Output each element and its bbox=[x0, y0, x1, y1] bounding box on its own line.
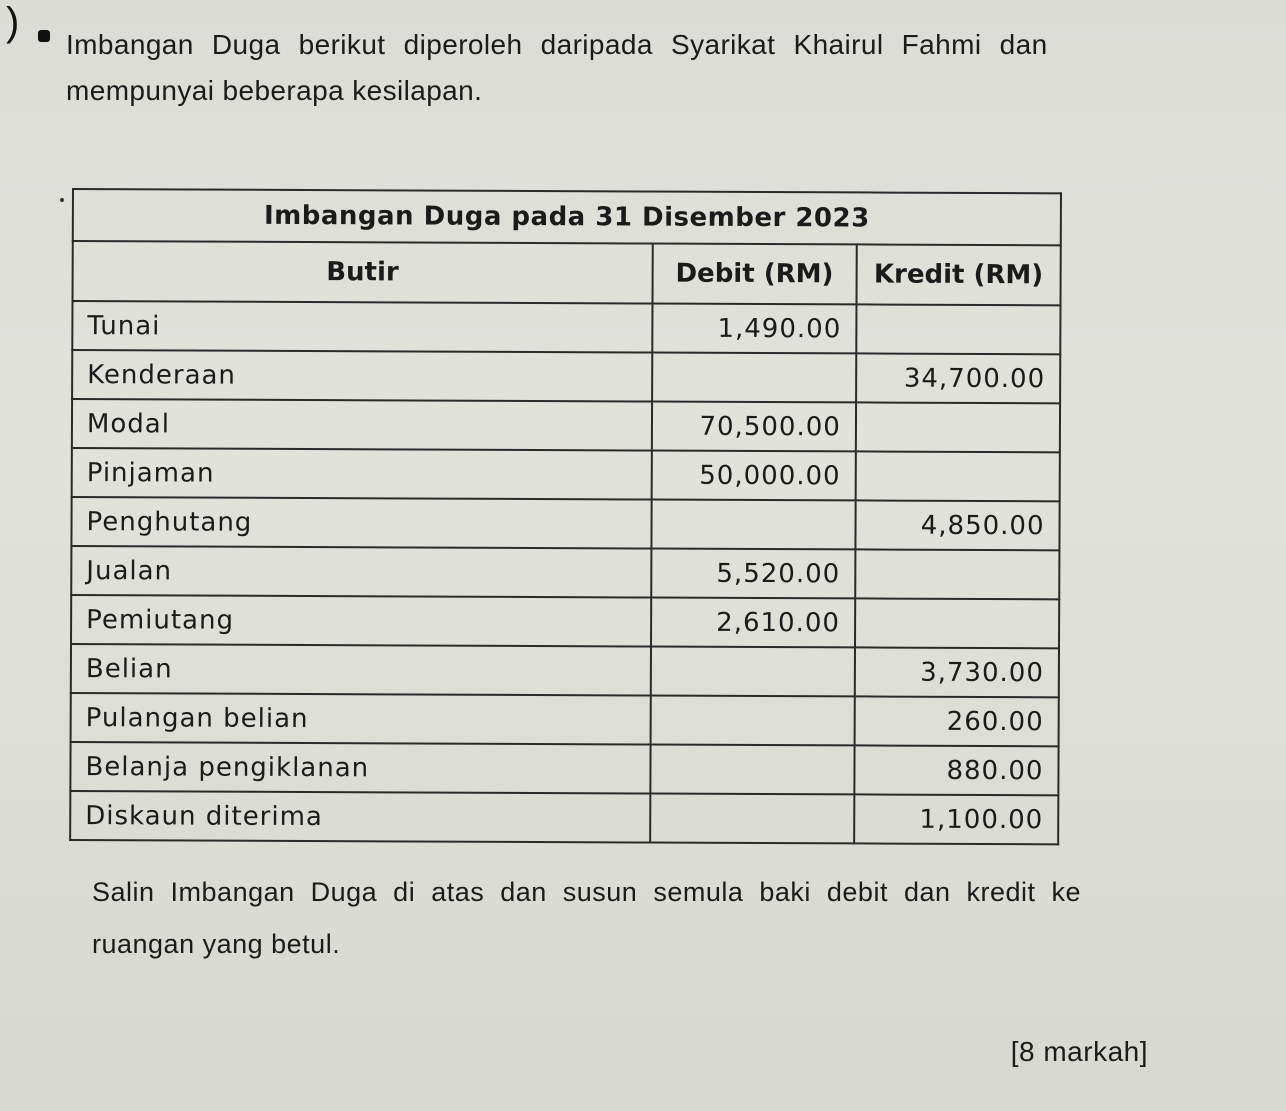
question-intro-line-2: mempunyai beberapa kesilapan. bbox=[66, 75, 483, 106]
header-butir: Butir bbox=[73, 241, 653, 304]
table-row bbox=[72, 301, 1060, 354]
table-row bbox=[72, 448, 1060, 501]
row-credit: 260.00 bbox=[854, 696, 1058, 746]
table-row bbox=[70, 742, 1058, 795]
row-debit bbox=[650, 794, 854, 844]
row-item: Belanja pengiklanan bbox=[70, 742, 650, 794]
table-row bbox=[71, 693, 1059, 746]
table-title-row bbox=[73, 189, 1061, 245]
row-debit: 5,520.00 bbox=[651, 549, 855, 599]
row-debit bbox=[652, 353, 856, 403]
question-intro bbox=[66, 22, 1146, 114]
table-row bbox=[71, 546, 1059, 599]
row-debit: 50,000.00 bbox=[651, 451, 855, 501]
row-credit: 880.00 bbox=[854, 745, 1058, 795]
row-credit bbox=[856, 451, 1060, 501]
instruction-line-1: Salin Imbangan Duga di atas dan susun semula baki debit dan kredit ke bbox=[92, 877, 1082, 907]
row-debit: 2,610.00 bbox=[651, 598, 855, 648]
row-item: Pulangan belian bbox=[71, 693, 651, 745]
table-title: Imbangan Duga pada 31 Disember 2023 bbox=[73, 189, 1061, 245]
row-debit bbox=[651, 500, 855, 550]
row-item: Penghutang bbox=[71, 497, 651, 549]
stray-mark bbox=[60, 198, 64, 202]
header-kredit: Kredit (RM) bbox=[856, 244, 1060, 305]
table-row bbox=[72, 350, 1060, 403]
row-item: Belian bbox=[71, 644, 651, 696]
row-credit: 1,100.00 bbox=[854, 794, 1058, 844]
instruction-line-2: ruangan yang betul. bbox=[92, 929, 341, 959]
row-credit: 3,730.00 bbox=[855, 647, 1059, 697]
row-item: Pemiutang bbox=[71, 595, 651, 647]
row-debit: 1,490.00 bbox=[652, 304, 856, 354]
marks-allocation: [8 markah] bbox=[1010, 1036, 1148, 1067]
row-debit bbox=[650, 745, 854, 795]
row-credit bbox=[856, 304, 1060, 354]
question-number-marker: ) bbox=[6, 0, 20, 44]
row-item: Kenderaan bbox=[72, 350, 652, 402]
table-row bbox=[72, 399, 1060, 452]
row-debit: 70,500.00 bbox=[652, 402, 856, 452]
table-row bbox=[70, 791, 1058, 844]
header-debit: Debit (RM) bbox=[652, 244, 856, 305]
row-item: Diskaun diterima bbox=[70, 791, 650, 843]
row-credit: 34,700.00 bbox=[856, 353, 1060, 403]
row-credit: 4,850.00 bbox=[855, 500, 1059, 550]
row-credit bbox=[855, 598, 1059, 648]
row-item: Modal bbox=[72, 399, 652, 451]
row-item: Jualan bbox=[71, 546, 651, 598]
table-row bbox=[71, 497, 1059, 550]
trial-balance-table bbox=[69, 188, 1062, 845]
table-row bbox=[71, 595, 1059, 648]
row-credit bbox=[855, 549, 1059, 599]
row-debit bbox=[650, 696, 854, 746]
question-intro-line-1: Imbangan Duga berikut diperoleh daripada Syarikat Khairul Fahmi dan bbox=[66, 29, 1048, 60]
row-item: Pinjaman bbox=[72, 448, 652, 500]
question-instruction bbox=[92, 866, 1172, 970]
row-item: Tunai bbox=[72, 301, 652, 353]
row-debit bbox=[651, 647, 855, 697]
row-credit bbox=[856, 402, 1060, 452]
bullet-dot bbox=[38, 30, 50, 42]
table-row bbox=[71, 644, 1059, 697]
table-header-row bbox=[73, 241, 1061, 305]
